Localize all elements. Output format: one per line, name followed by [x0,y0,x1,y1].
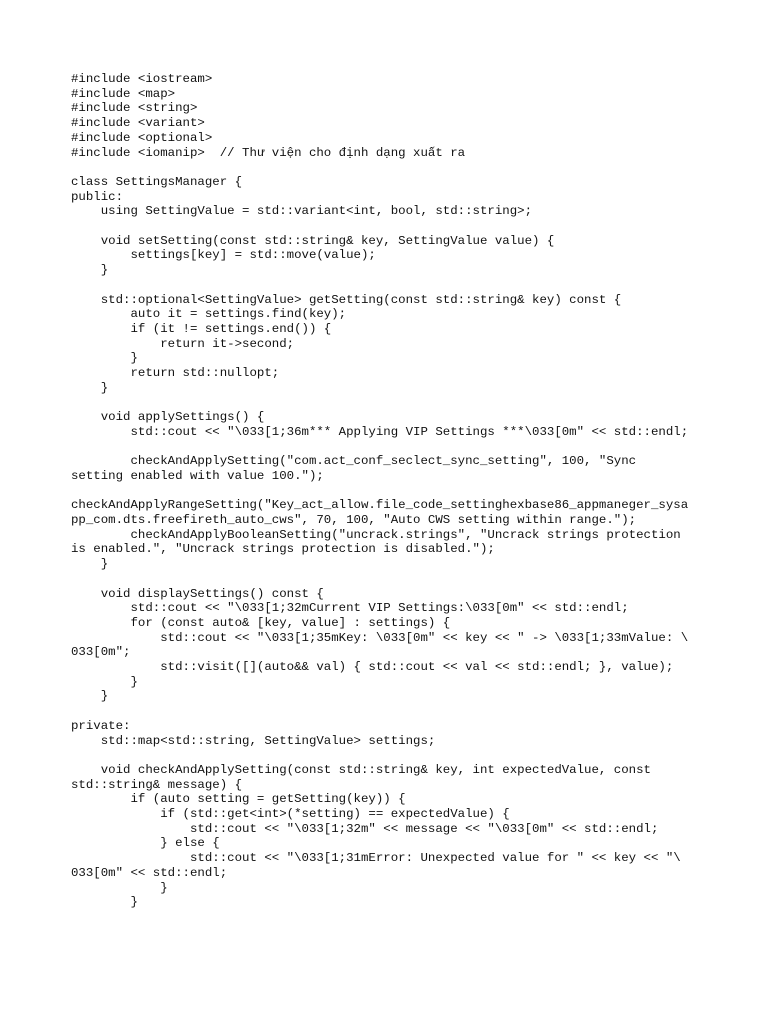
code-line [71,440,711,455]
code-line: auto it = settings.find(key); [71,307,347,322]
code-line: checkAndApplyBooleanSetting("uncrack.strings", "Uncrack strings protection [71,527,681,542]
code-line: void applySettings() { [71,410,265,425]
code-line: } [71,557,109,572]
code-line [71,748,711,763]
code-line: return std::nullopt; [71,366,280,381]
code-line: if (auto setting = getSetting(key)) { [71,792,406,807]
code-line: } [71,895,138,910]
code-line: } [71,263,109,278]
code-line [71,704,711,719]
code-line: #include <iomanip> // Thư viện cho định dạng xuất ra [71,145,466,160]
code-line: std::string& message) { [71,777,243,792]
code-line: return it->second; [71,336,295,351]
code-line [71,278,711,293]
code-line: } [71,880,168,895]
code-listing [71,72,711,910]
code-line: } else { [71,836,220,851]
code-line: std::map<std::string, SettingValue> settings; [71,733,436,748]
code-line: void displaySettings() const { [71,586,324,601]
code-line: void checkAndApplySetting(const std::string& key, int expectedValue, const [71,762,651,777]
code-line: #include <variant> [71,116,205,131]
code-line: } [71,689,109,704]
code-line: is enabled.", "Uncrack strings protection is disabled."); [71,542,495,557]
code-line: std::cout << "\033[1;32mCurrent VIP Settings:\033[0m" << std::endl; [71,601,629,616]
code-line: void setSetting(const std::string& key, SettingValue value) { [71,233,555,248]
code-line: } [71,380,109,395]
code-line [71,484,711,499]
code-line: std::cout << "\033[1;31mError: Unexpected value for " << key << "\ [71,851,681,866]
code-line [71,395,711,410]
code-line: std::cout << "\033[1;32m" << message << "\033[0m" << std::endl; [71,821,659,836]
code-line: #include <map> [71,86,176,101]
code-line: checkAndApplyRangeSetting("Key_act_allow.file_code_settinghexbase86_appmaneger_sysa [71,498,689,513]
code-line: #include <optional> [71,130,213,145]
code-line: if (it != settings.end()) { [71,321,332,336]
code-line: } [71,674,138,689]
code-line: std::visit([](auto&& val) { std::cout << val << std::endl; }, value); [71,660,674,675]
code-line: std::cout << "\033[1;36m*** Applying VIP Settings ***\033[0m" << std::endl; [71,424,689,439]
code-line [71,160,711,175]
code-line: #include <string> [71,101,198,116]
code-line: for (const auto& [key, value] : settings) { [71,615,451,630]
code-line: checkAndApplySetting("com.act_conf_seclect_sync_setting", 100, "Sync [71,454,637,469]
code-line: 033[0m" << std::endl; [71,865,228,880]
code-line: } [71,351,138,366]
code-line: using SettingValue = std::variant<int, bool, std::string>; [71,204,533,219]
code-line [71,219,711,234]
code-line: setting enabled with value 100."); [71,468,324,483]
code-line: public: [71,189,124,204]
code-line: private: [71,718,131,733]
code-line: std::optional<SettingValue> getSetting(const std::string& key) const { [71,292,622,307]
code-line [71,572,711,587]
code-line: settings[key] = std::move(value); [71,248,376,263]
code-line: #include <iostream> [71,72,213,86]
code-line: 033[0m"; [71,645,131,660]
code-line: pp_com.dts.freefireth_auto_cws", 70, 100, "Auto CWS setting within range."); [71,513,637,527]
code-line: std::cout << "\033[1;35mKey: \033[0m" << key << " -> \033[1;33mValue: \ [71,630,689,645]
code-line: class SettingsManager { [71,174,243,189]
code-line: if (std::get<int>(*setting) == expectedValue) { [71,807,510,822]
